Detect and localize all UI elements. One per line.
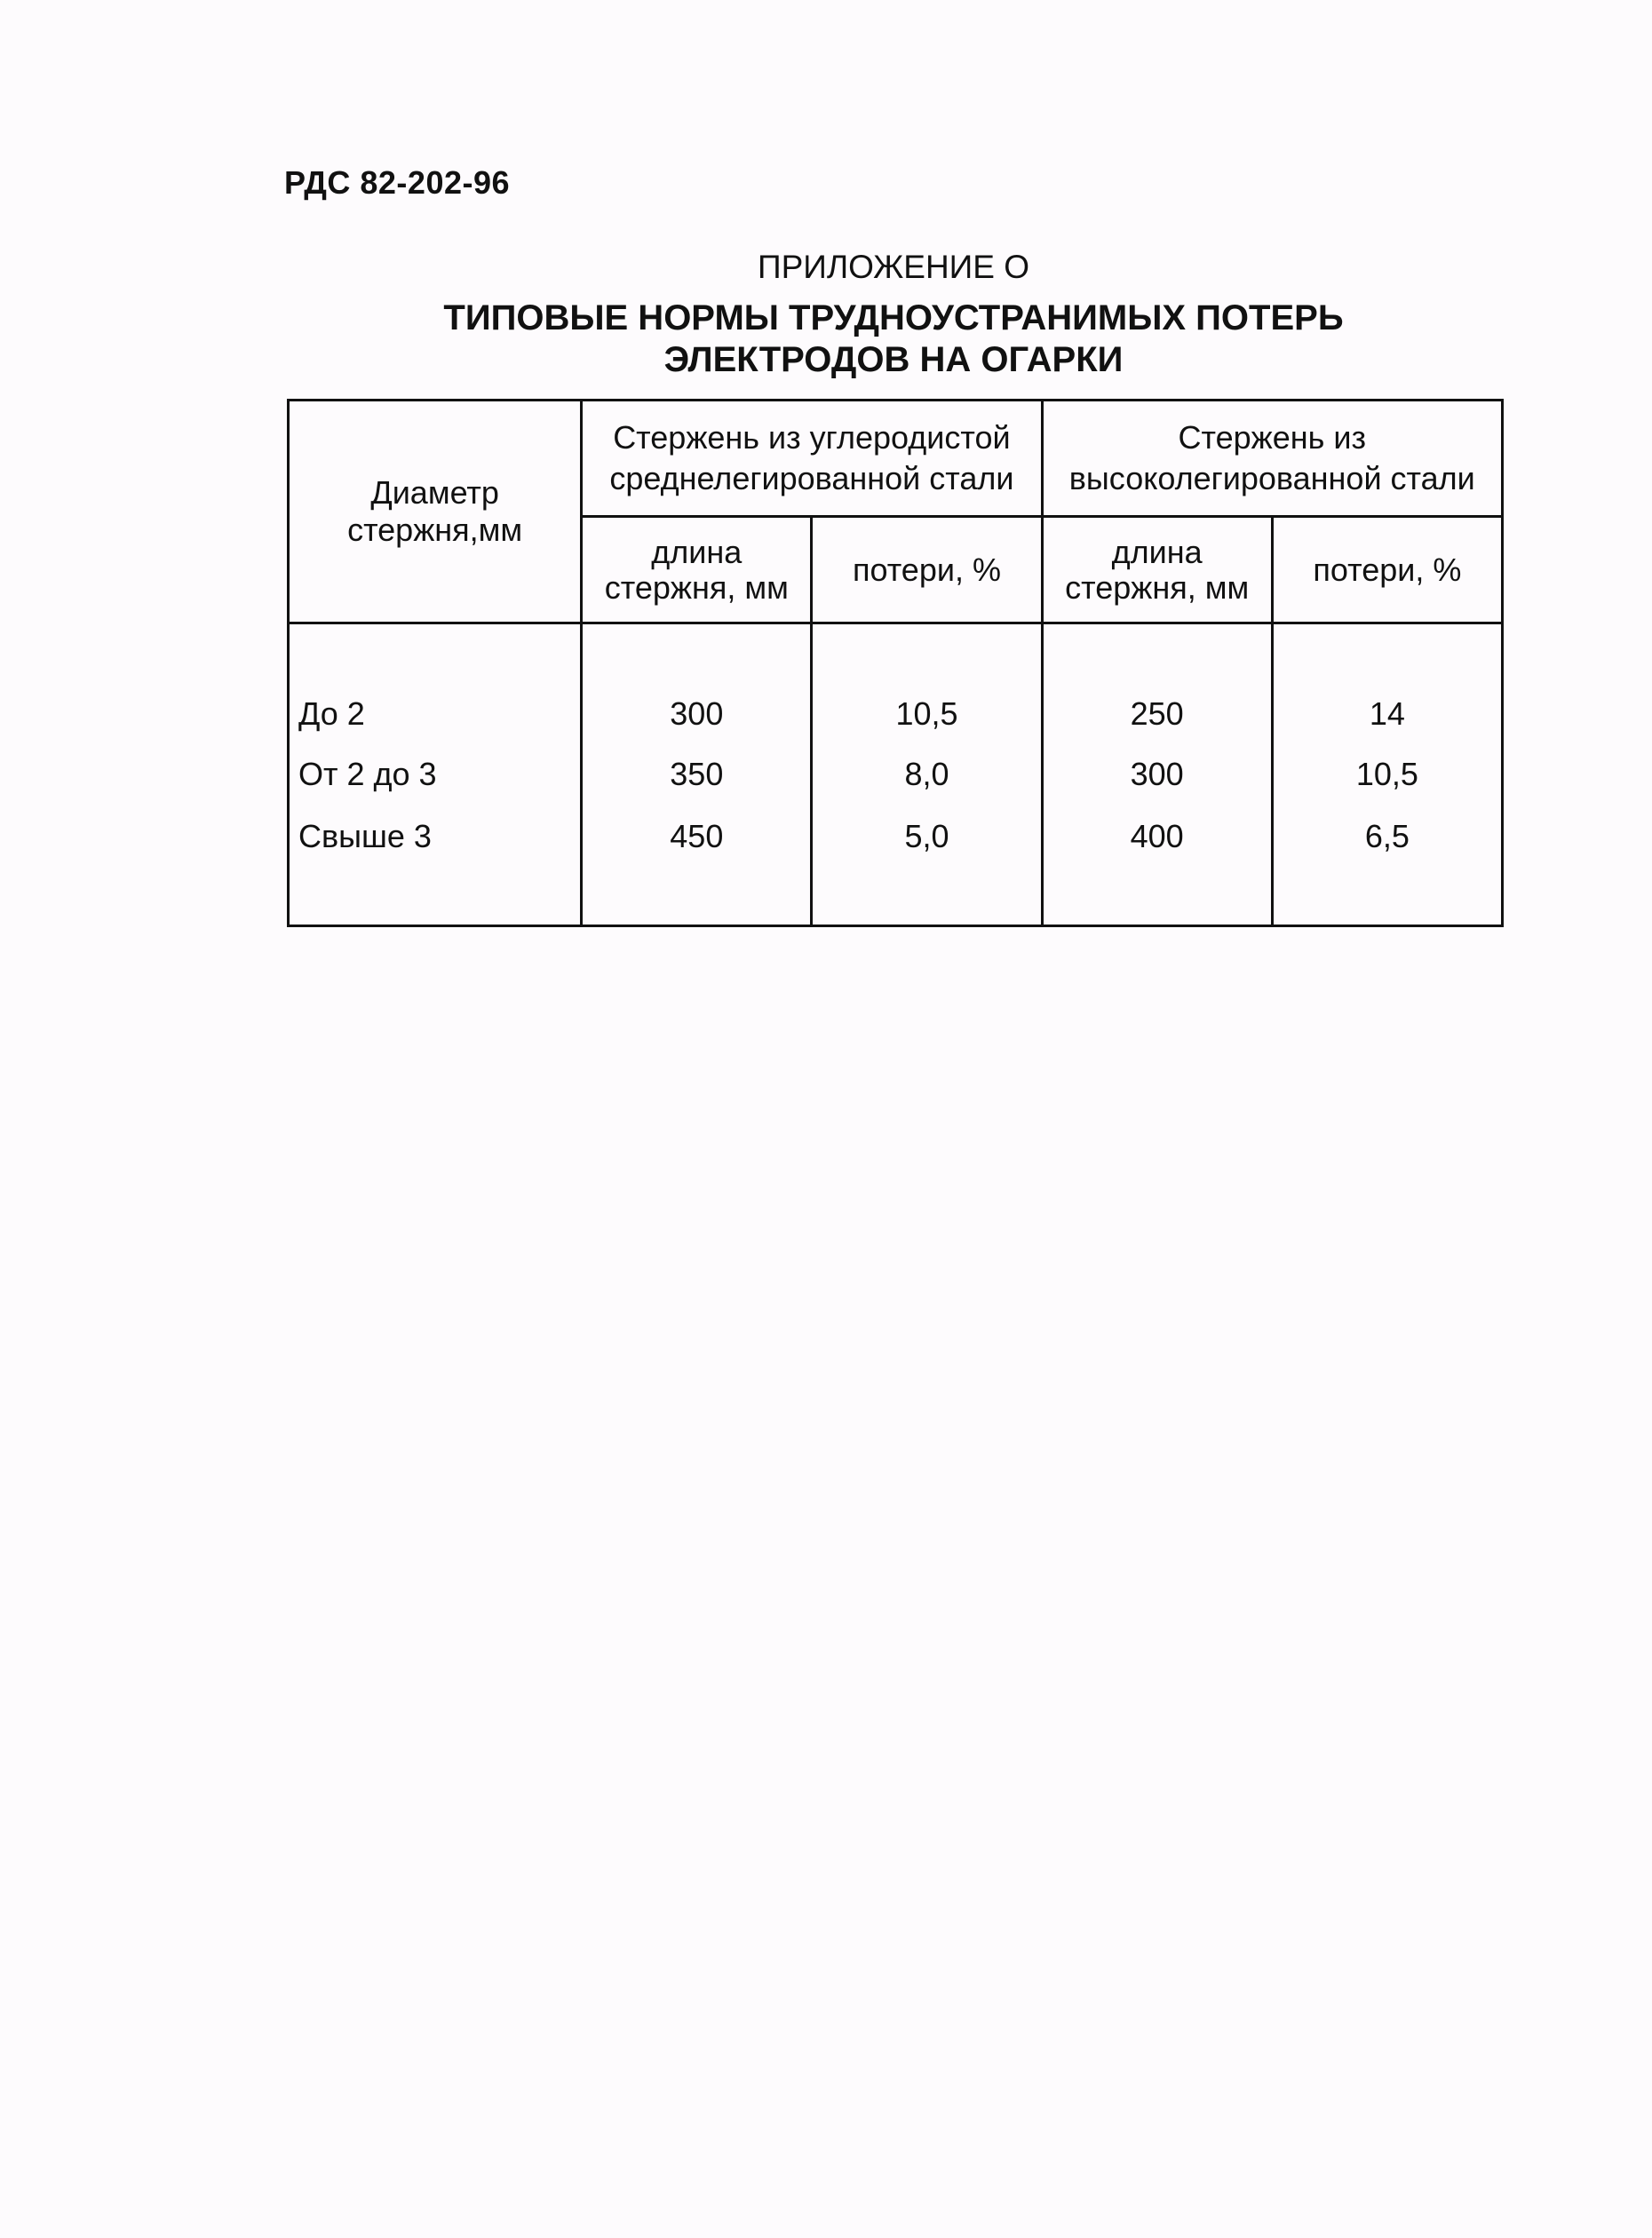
document-code: РДС 82-202-96 (284, 164, 511, 201)
title-line-2: ЭЛЕКТРОДОВ НА ОГАРКИ (663, 340, 1124, 379)
g2-losses-cell: 6,5 (1272, 814, 1502, 926)
table-row (289, 623, 1503, 735)
title-line-1: ТИПОВЫЕ НОРМЫ ТРУДНОУСТРАНИМЫХ ПОТЕРЬ (443, 298, 1344, 337)
table-row (289, 734, 1503, 814)
g2-length-cell: 250 (1042, 623, 1272, 735)
norms-table (287, 399, 1504, 927)
diameter-cell: Свыше 3 (289, 814, 582, 926)
g1-losses-header: потери, % (812, 517, 1042, 623)
g1-losses-cell: 5,0 (812, 814, 1042, 926)
g2-length-header: длина стержня, мм (1042, 517, 1272, 623)
group2-header: Стержень из высоколегированной стали (1042, 401, 1502, 517)
appendix-label: ПРИЛОЖЕНИЕ О (757, 249, 1029, 285)
page-title (0, 298, 1652, 381)
diameter-cell: До 2 (289, 623, 582, 735)
g1-losses-cell: 8,0 (812, 734, 1042, 814)
g2-length-cell: 400 (1042, 814, 1272, 926)
g2-losses-header: потери, % (1272, 517, 1502, 623)
diameter-header: Диаметр стержня,мм (289, 401, 582, 623)
g2-losses-cell: 10,5 (1272, 734, 1502, 814)
group1-header: Стержень из углеродистой среднелегированной стали (582, 401, 1042, 517)
g1-length-cell: 350 (582, 734, 812, 814)
g2-length-cell: 300 (1042, 734, 1272, 814)
g2-losses-cell: 14 (1272, 623, 1502, 735)
g1-length-header: длина стержня, мм (582, 517, 812, 623)
table-row (289, 814, 1503, 926)
diameter-cell: От 2 до 3 (289, 734, 582, 814)
g1-length-cell: 300 (582, 623, 812, 735)
g1-losses-cell: 10,5 (812, 623, 1042, 735)
g1-length-cell: 450 (582, 814, 812, 926)
